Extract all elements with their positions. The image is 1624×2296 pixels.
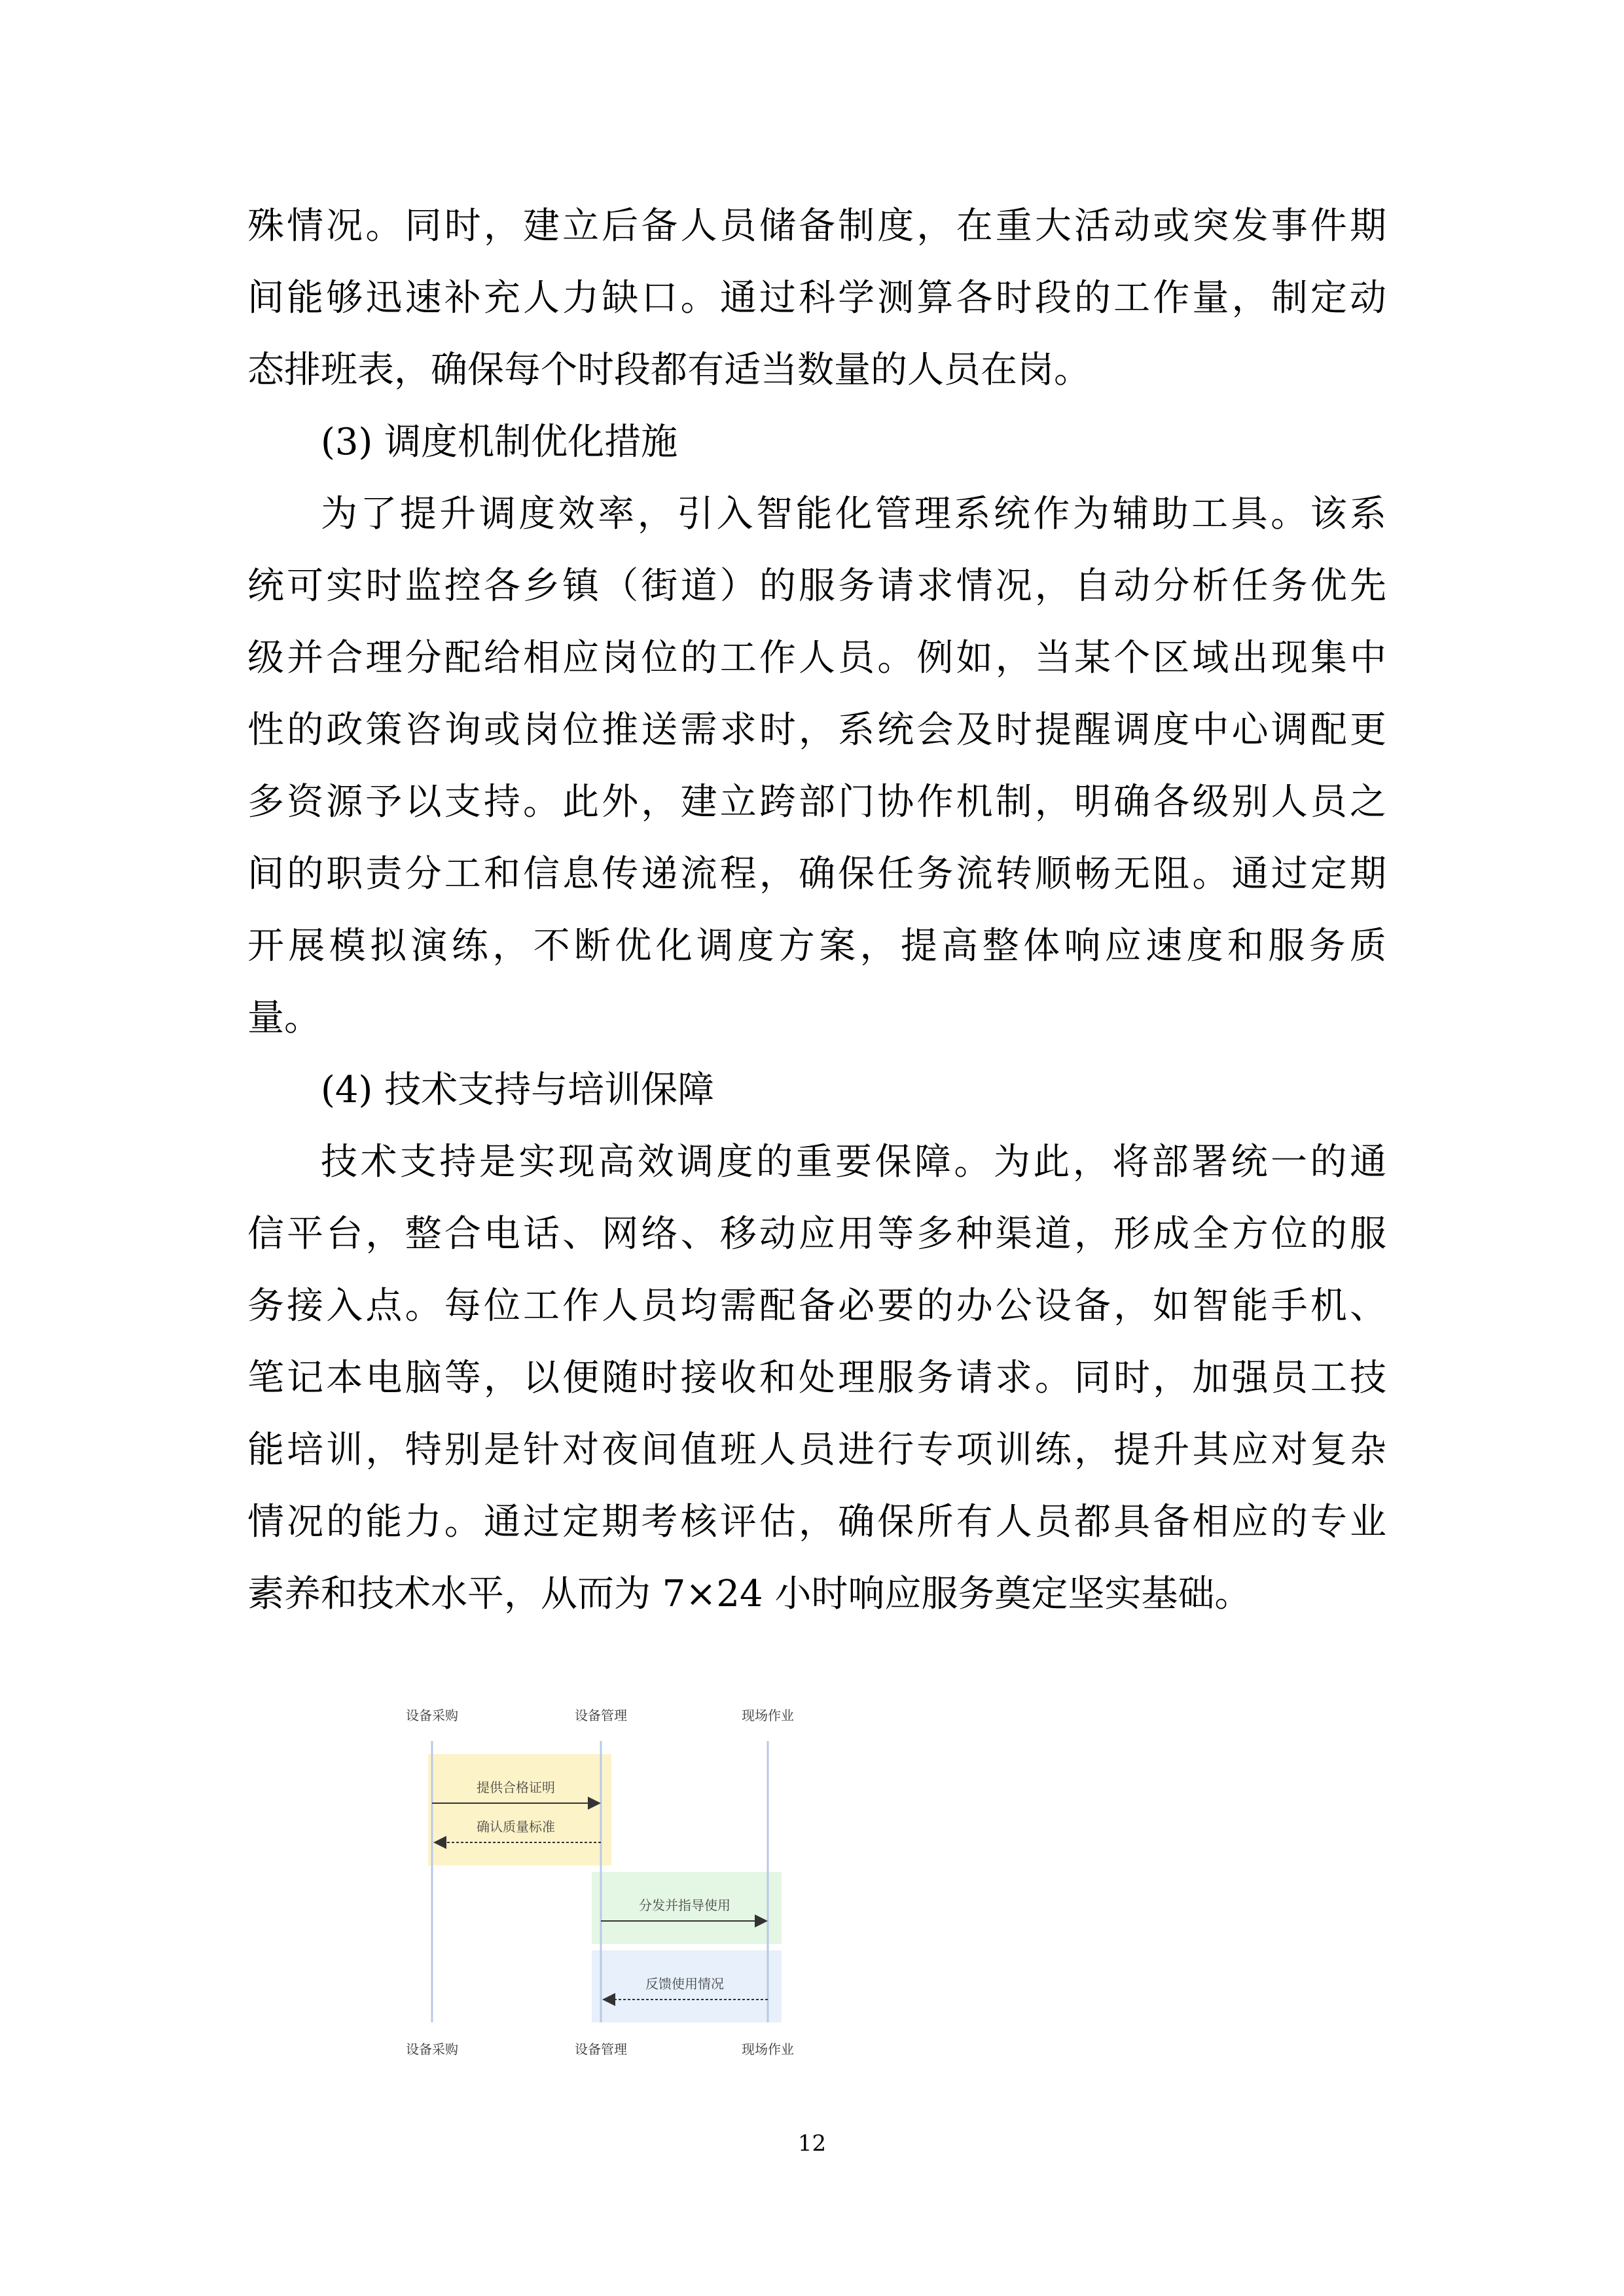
section-heading-3: (3) 调度机制优化措施 <box>321 421 678 463</box>
paragraph-line: 素养和技术水平，从而为 7×24 小时响应服务奠定坚实基础。 <box>247 1573 1252 1615</box>
paragraph-line: 级并合理分配给相应岗位的工作人员。例如，当某个区域出现集中 <box>247 637 1386 679</box>
paragraph-line: 技术支持是实现高效调度的重要保障。为此，将部署统一的通 <box>321 1141 1386 1183</box>
paragraph-line: 态排班表，确保每个时段都有适当数量的人员在岗。 <box>247 349 1091 391</box>
paragraph-line: 量。 <box>247 997 321 1039</box>
page-number: 12 <box>797 2130 827 2157</box>
paragraph-line: 多资源予以支持。此外，建立跨部门协作机制，明确各级别人员之 <box>247 781 1386 823</box>
section-heading-4: (4) 技术支持与培训保障 <box>321 1069 715 1111</box>
participant-top-management: 设备管理 <box>575 1708 627 1723</box>
paragraph-line: 间能够迅速补充人力缺口。通过科学测算各时段的工作量，制定动 <box>247 277 1386 319</box>
paragraph-line: 间的职责分工和信息传递流程，确保任务流转顺畅无阻。通过定期 <box>247 853 1386 895</box>
message-label-4: 反馈使用情况 <box>645 1976 724 1992</box>
paragraph-line: 能培训，特别是针对夜间值班人员进行专项训练，提升其应对复杂 <box>247 1429 1386 1471</box>
paragraph-line: 笔记本电脑等，以便随时接收和处理服务请求。同时，加强员工技 <box>247 1357 1386 1399</box>
participant-bottom-procurement: 设备采购 <box>406 2041 458 2057</box>
message-label-2: 确认质量标准 <box>477 1819 555 1835</box>
paragraph-line: 性的政策咨询或岗位推送需求时，系统会及时提醒调度中心调配更 <box>247 709 1386 751</box>
message-label-3: 分发并指导使用 <box>639 1897 731 1913</box>
participant-bottom-field: 现场作业 <box>742 2041 794 2057</box>
message-label-1: 提供合格证明 <box>477 1780 555 1795</box>
yellow-band <box>428 1754 611 1865</box>
sequence-diagram <box>385 1698 843 2065</box>
participant-top-field: 现场作业 <box>742 1708 794 1723</box>
paragraph-line: 统可实时监控各乡镇（街道）的服务请求情况，自动分析任务优先 <box>247 565 1386 607</box>
sequence-diagram-graphics <box>385 1698 843 2065</box>
participant-top-procurement: 设备采购 <box>406 1708 458 1723</box>
participant-bottom-management: 设备管理 <box>575 2041 627 2057</box>
paragraph-line: 务接入点。每位工作人员均需配备必要的办公设备，如智能手机、 <box>247 1285 1386 1327</box>
paragraph-line: 为了提升调度效率，引入智能化管理系统作为辅助工具。该系 <box>321 493 1386 535</box>
paragraph-line: 情况的能力。通过定期考核评估，确保所有人员都具备相应的专业 <box>247 1501 1386 1543</box>
paragraph-line: 开展模拟演练，不断优化调度方案，提高整体响应速度和服务质 <box>247 925 1386 967</box>
paragraph-line: 信平台，整合电话、网络、移动应用等多种渠道，形成全方位的服 <box>247 1213 1386 1255</box>
paragraph-line: 殊情况。同时，建立后备人员储备制度，在重大活动或突发事件期 <box>247 205 1386 247</box>
